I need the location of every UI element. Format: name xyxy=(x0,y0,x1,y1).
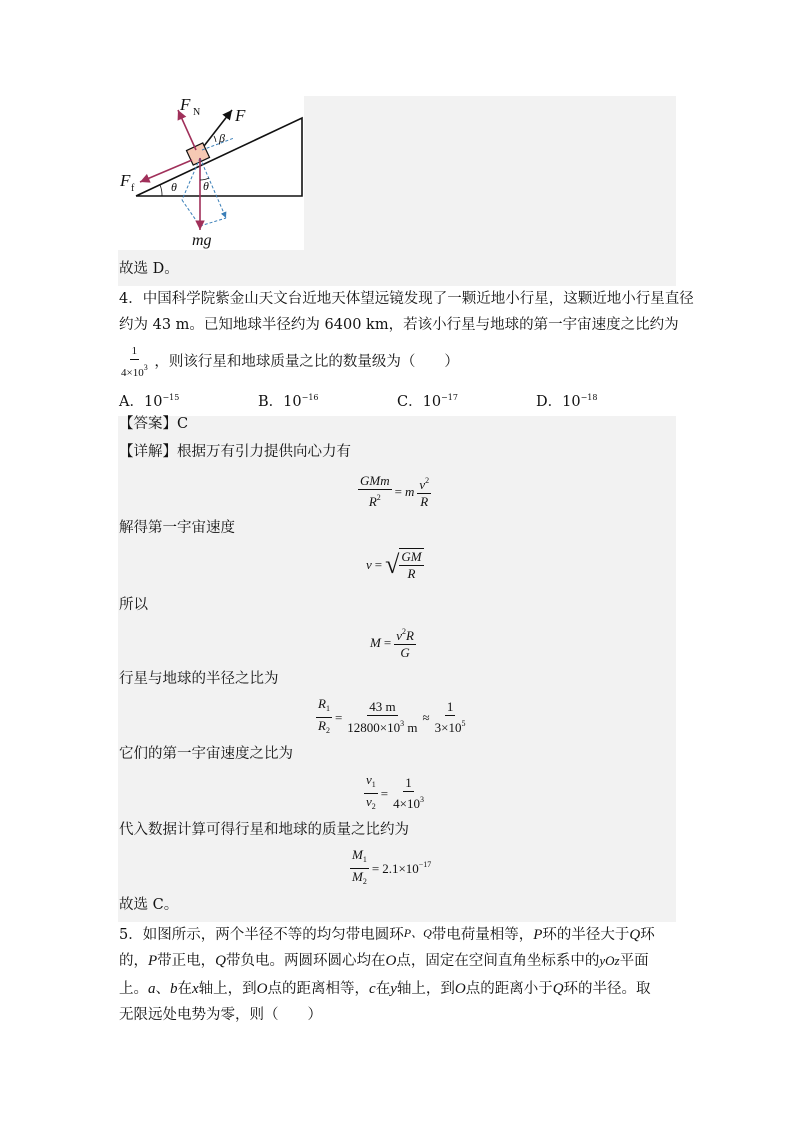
equation-radius-ratio: $\frac{R_1}{R_2}$ = $\frac{43 m}{12800\times 10^3 m}$ ≈ $\frac{1}{3\times 10^5}$ xyxy=(318,696,466,735)
label-theta-incline: θ xyxy=(171,180,177,194)
q4-stem-line3 xyxy=(119,344,459,380)
q4-ratio-fraction xyxy=(119,344,150,380)
label-f: F xyxy=(235,106,246,125)
label-mg: mg xyxy=(192,232,212,249)
q4-answer: 【答案】C xyxy=(119,416,189,432)
q4-conclusion: 故选 C。 xyxy=(119,897,179,913)
q4-option-d: D．$10^{-18}$ xyxy=(536,393,598,410)
equation-mass: M = $\frac{v^2R}{G}$ xyxy=(370,627,414,660)
q4-text-speed-ratio: 它们的第一宇宙速度之比为 xyxy=(119,746,293,762)
sqrt-sign: √ xyxy=(385,549,400,579)
label-beta: β xyxy=(219,131,225,145)
q4-text-mass-ratio: 代入数据计算可得行星和地球的质量之比约为 xyxy=(119,822,409,838)
label-ff-sub: f xyxy=(131,183,135,194)
q4-text-so: 所以 xyxy=(119,597,148,613)
label-fn: F xyxy=(180,96,191,114)
q4-ratio-den-exp: 3 xyxy=(143,363,148,372)
q4-stem-line1: 4．中国科学院紫金山天文台近地天体望远镜发现了一颗近地小行星，这颗近地小行星直径 xyxy=(119,291,694,307)
q4-detail-intro: 【详解】根据万有引力提供向心力有 xyxy=(119,444,351,460)
incline-force-diagram xyxy=(118,96,304,250)
q5-stem-line3: 上。a、b在x轴上，到O点的距离相等，c在y轴上，到O点的距离小于Q环的半径。取 xyxy=(119,981,651,997)
equation-speed-ratio: $\frac{v_1}{v_2}$ = $\frac{1}{4\times 10^3}$ xyxy=(366,772,424,811)
q4-stem-line2: 约为 43 m。已知地球半径约为 6400 km，若该小行星与地球的第一宇宙速度之比约为 xyxy=(119,317,679,333)
q5-stem-line2: 的，P带正电，Q带负电。两圆环圆心均在O点，固定在空间直角坐标系中的yOz平面 xyxy=(119,953,649,969)
q4-option-c: C．$10^{-17}$ xyxy=(397,393,458,410)
equation-gravity-centripetal: $\frac{\text{GMm}}{R^2}$ = m $\frac{v^2}{R}$ xyxy=(360,473,430,509)
q5-stem-line1: 5．如图所示，两个半径不等的均匀带电圆环P、Q带电荷量相等，P环的半径大于Q环 xyxy=(119,926,655,943)
q4-option-b: B．$10^{-16}$ xyxy=(258,393,319,410)
q4-ratio-num: 1 xyxy=(130,344,140,360)
q4-option-a: A．$10^{-15}$ xyxy=(119,393,180,410)
q3-conclusion: 故选 D。 xyxy=(119,261,179,277)
q4-ratio-den: 4×10 xyxy=(121,367,144,379)
q4-text-radius-ratio: 行星与地球的半径之比为 xyxy=(119,671,279,687)
label-ff: F xyxy=(120,171,131,190)
equation-velocity-sqrt: v = √ $\frac{GM}{R}$ xyxy=(366,549,422,581)
label-fn-sub: N xyxy=(193,107,201,118)
label-theta-block: θ xyxy=(203,179,209,193)
q4-text-first-cosmic-speed: 解得第一宇宙速度 xyxy=(119,520,235,536)
q4-stem-line3-text: ，则该行星和地球质量之比的数量级为（ ） xyxy=(154,354,459,370)
equation-mass-ratio: $\frac{M_1}{M_2}$ = $2.1\times 10^{-17}$ xyxy=(352,847,432,886)
q5-stem-line4: 无限远处电势为零，则（ ） xyxy=(119,1007,322,1023)
incline-figure-svg xyxy=(118,96,304,250)
